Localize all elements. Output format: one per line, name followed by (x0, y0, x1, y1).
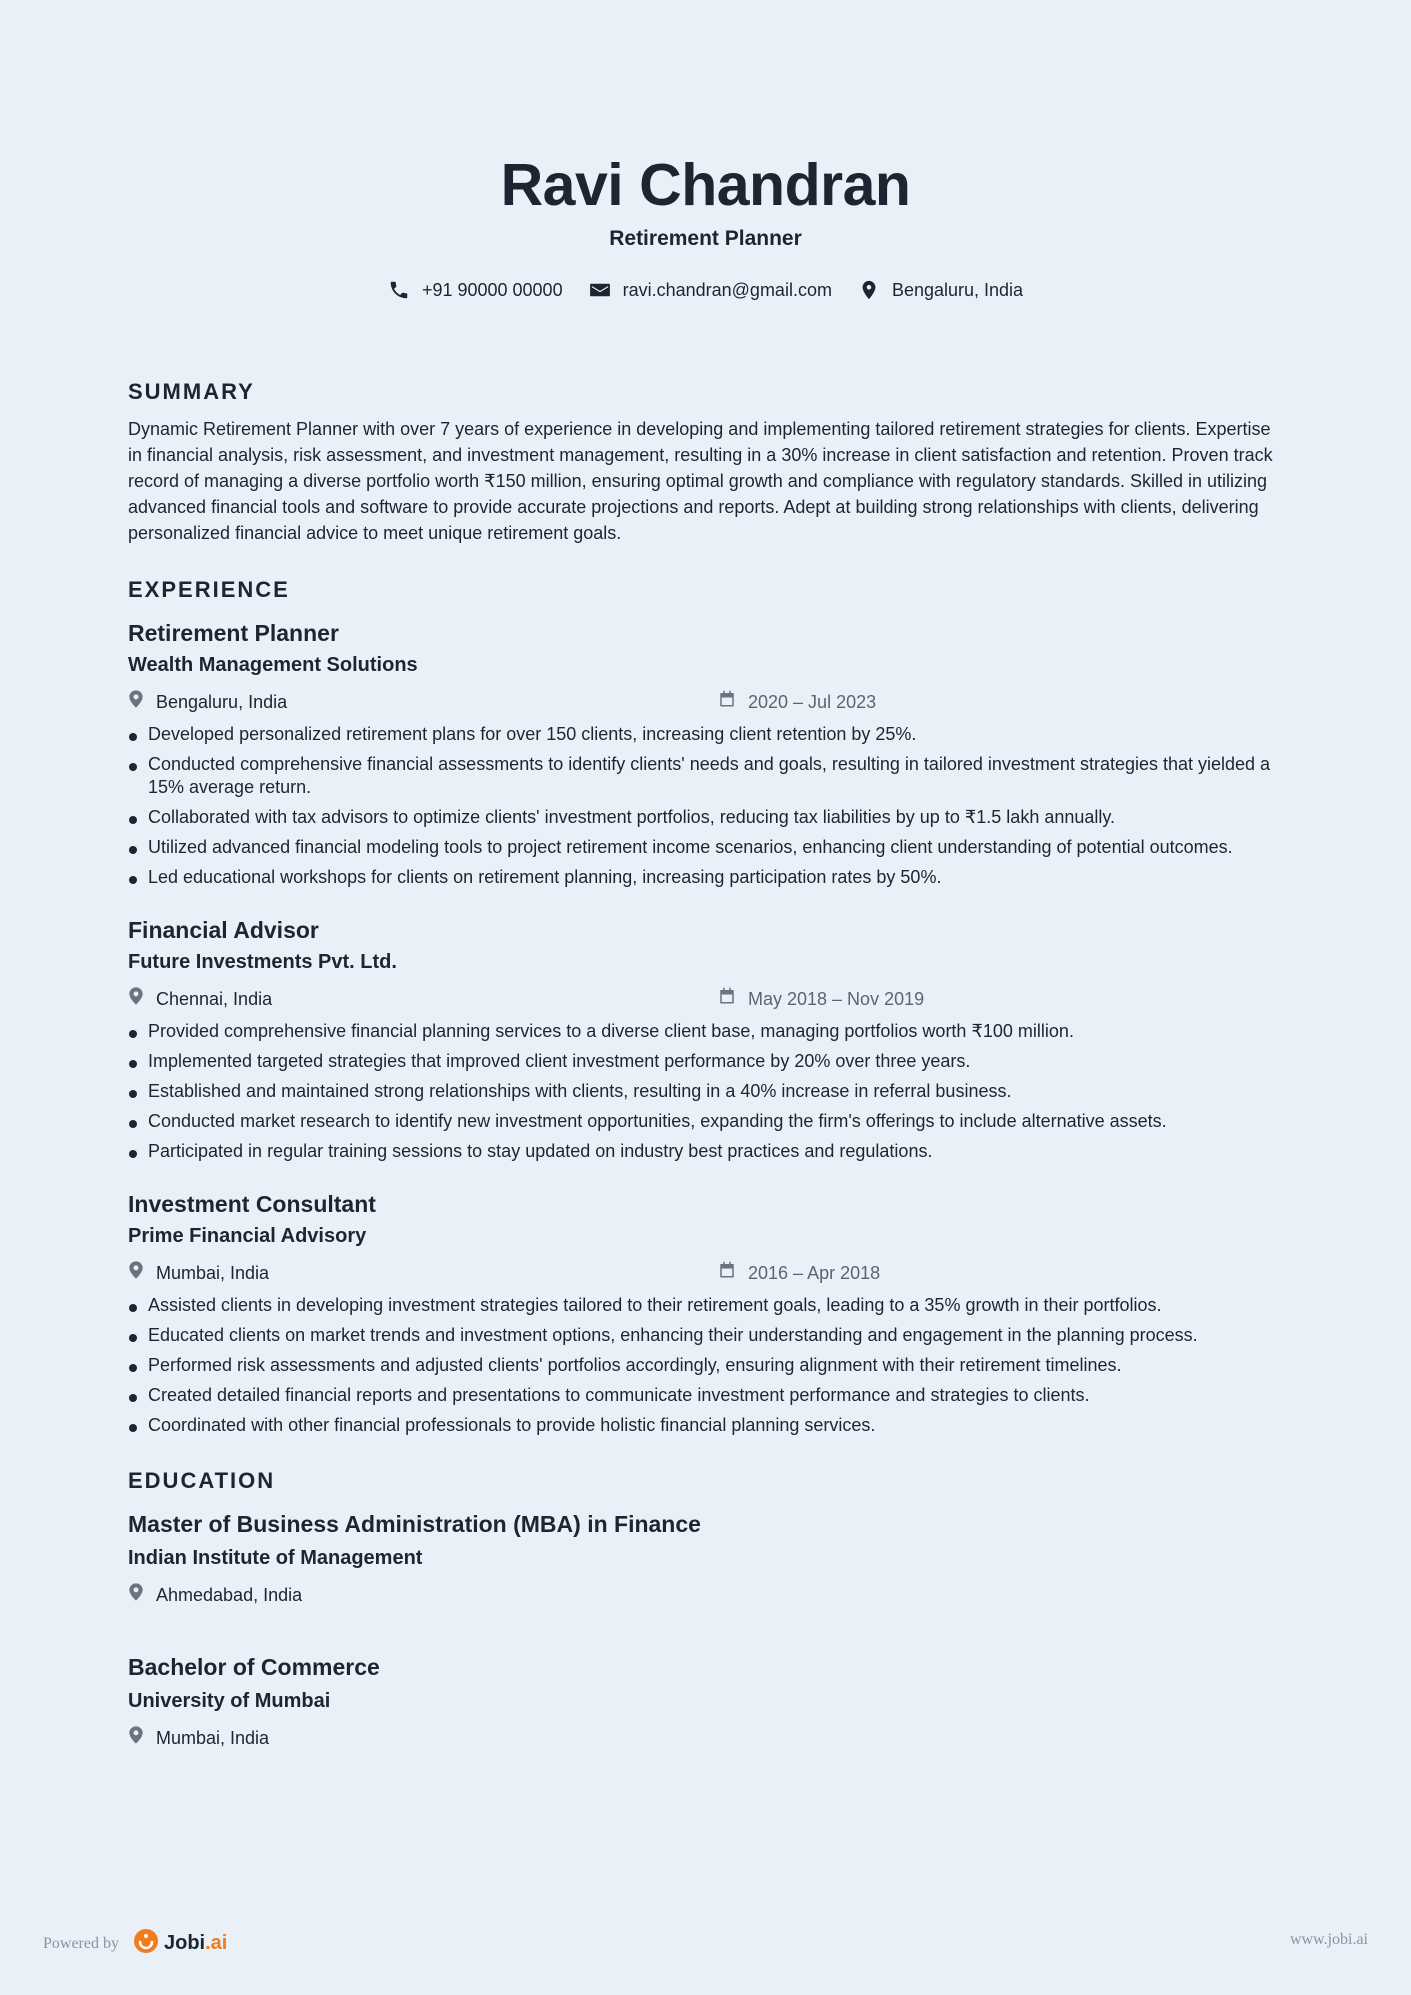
job-company: Wealth Management Solutions (128, 654, 418, 676)
location-pin-icon (128, 689, 144, 715)
job-location (128, 689, 718, 715)
calendar-icon (718, 690, 736, 714)
job-bullet: Collaborated with tax advisors to optimize clients' investment portfolios, reducing tax liabilities by up to ₹1.5 lakh annually. (128, 806, 1288, 829)
brand-suffix: .ai (205, 1932, 228, 1954)
job-entry (128, 1189, 1288, 1437)
calendar-icon (718, 987, 736, 1011)
school: Indian Institute of Management (128, 1547, 423, 1569)
contact-phone[interactable] (388, 279, 563, 301)
job-dates-text: 2016 – Apr 2018 (748, 1263, 881, 1283)
job-title: Retirement Planner (128, 620, 339, 646)
footer-website[interactable]: www.jobi.ai (1289, 1931, 1368, 1948)
job-dates (718, 690, 876, 714)
jobi-logo[interactable] (133, 1928, 227, 1959)
location-text: Bengaluru, India (891, 279, 1024, 300)
experience-section (128, 576, 1288, 1437)
job-dates-text: May 2018 – Nov 2019 (748, 989, 925, 1009)
candidate-title: Retirement Planner (609, 227, 802, 250)
job-bullet: Utilized advanced financial modeling tools to project retirement income scenarios, enhancing client understanding of potential outcomes. (128, 836, 1288, 859)
job-meta (128, 986, 1288, 1012)
jobi-logo-icon (133, 1928, 159, 1959)
job-entry (128, 618, 1288, 889)
job-location (128, 1260, 718, 1286)
job-bullet: Assisted clients in developing investment strategies tailored to their retirement goals, leading to a 35% growth in their portfolios. (128, 1294, 1288, 1317)
job-entry (128, 915, 1288, 1163)
education-location-text: Ahmedabad, India (156, 1585, 303, 1605)
job-bullet: Created detailed financial reports and presentations to communicate investment performance and strategies to clients. (128, 1384, 1288, 1407)
job-location-text: Mumbai, India (156, 1263, 270, 1283)
job-meta (128, 1260, 1288, 1286)
resume-content (128, 378, 1288, 1751)
contact-location (858, 278, 1023, 302)
email-icon (589, 281, 611, 299)
job-bullet: Conducted comprehensive financial assessments to identify clients' needs and goals, resulting in tailored investment strategies that yielded a 15% average return. (128, 753, 1288, 799)
summary-section (128, 378, 1288, 546)
education-location (128, 1582, 1288, 1608)
job-bullet: Educated clients on market trends and investment options, enhancing their understanding and engagement in the planning process. (128, 1324, 1288, 1347)
experience-heading: EXPERIENCE (128, 577, 290, 602)
job-bullet: Conducted market research to identify new investment opportunities, expanding the firm's offerings to include alternative assets. (128, 1110, 1288, 1133)
school: University of Mumbai (128, 1690, 331, 1712)
job-title: Investment Consultant (128, 1191, 376, 1217)
education-heading: EDUCATION (128, 1468, 276, 1493)
job-bullet: Participated in regular training sessions to stay updated on industry best practices and regulations. (128, 1140, 1288, 1163)
job-bullet: Implemented targeted strategies that improved client investment performance by 20% over three years. (128, 1050, 1288, 1073)
location-pin-icon (858, 278, 880, 302)
job-bullets (128, 723, 1288, 889)
job-location-text: Chennai, India (156, 989, 273, 1009)
location-pin-icon (128, 1725, 144, 1751)
degree: Master of Business Administration (MBA) in Finance (128, 1511, 701, 1537)
job-bullet: Established and maintained strong relationships with clients, resulting in a 40% increase in referral business. (128, 1080, 1288, 1103)
location-pin-icon (128, 1582, 144, 1608)
job-bullet: Developed personalized retirement plans for over 150 clients, increasing client retention by 25%. (128, 723, 1288, 746)
education-location (128, 1725, 1288, 1751)
job-bullets (128, 1294, 1288, 1437)
job-bullets (128, 1020, 1288, 1163)
job-title: Financial Advisor (128, 917, 319, 943)
job-company: Prime Financial Advisory (128, 1225, 367, 1247)
education-location-text: Mumbai, India (156, 1728, 270, 1748)
job-bullet: Provided comprehensive financial planning services to a diverse client base, managing portfolios worth ₹100 million. (128, 1020, 1288, 1043)
footer-branding (43, 1928, 227, 1959)
job-dates (718, 1261, 880, 1285)
education-list (128, 1509, 1288, 1751)
summary-text: Dynamic Retirement Planner with over 7 years of experience in developing and implementing tailored retirement strategies for clients. Expertise in financial analysis, risk assessment, and investment management, resulting in a 30% increase in client satisfaction and retention. Proven track record of managing a diverse portfolio worth ₹150 million, ensuring optimal growth and compliance with regulatory standards. Skilled in utilizing advanced financial tools and software to provide accurate projections and reports. Adept at building strong relationships with clients, delivering personalized financial advice to meet unique retirement goals. (128, 419, 1273, 543)
education-section (128, 1467, 1288, 1751)
brand-main: Jobi (163, 1932, 206, 1954)
job-company: Future Investments Pvt. Ltd. (128, 951, 397, 973)
education-entry (128, 1509, 1288, 1608)
degree: Bachelor of Commerce (128, 1654, 380, 1680)
phone-icon (388, 279, 410, 301)
resume-header (0, 150, 1411, 302)
education-entry (128, 1652, 1288, 1751)
job-bullet: Led educational workshops for clients on retirement planning, increasing participation rates by 50%. (128, 866, 1288, 889)
phone-text: +91 90000 00000 (421, 279, 563, 300)
email-text: ravi.chandran@gmail.com (622, 279, 832, 300)
job-location (128, 986, 718, 1012)
powered-by-text: Powered by (43, 1934, 119, 1952)
location-pin-icon (128, 1260, 144, 1286)
jobs-list (128, 618, 1288, 1437)
job-meta (128, 689, 1288, 715)
job-bullet: Coordinated with other financial professionals to provide holistic financial planning services. (128, 1414, 1288, 1437)
candidate-name: Ravi Chandran (500, 152, 911, 218)
contact-row (0, 278, 1411, 302)
job-dates (718, 987, 924, 1011)
job-bullet: Performed risk assessments and adjusted clients' portfolios accordingly, ensuring alignment with their retirement timelines. (128, 1354, 1288, 1377)
calendar-icon (718, 1261, 736, 1285)
contact-email[interactable] (589, 280, 832, 301)
brand-name (164, 1932, 227, 1955)
summary-heading: SUMMARY (128, 379, 255, 404)
job-dates-text: 2020 – Jul 2023 (748, 692, 877, 712)
location-pin-icon (128, 986, 144, 1012)
job-location-text: Bengaluru, India (156, 692, 288, 712)
